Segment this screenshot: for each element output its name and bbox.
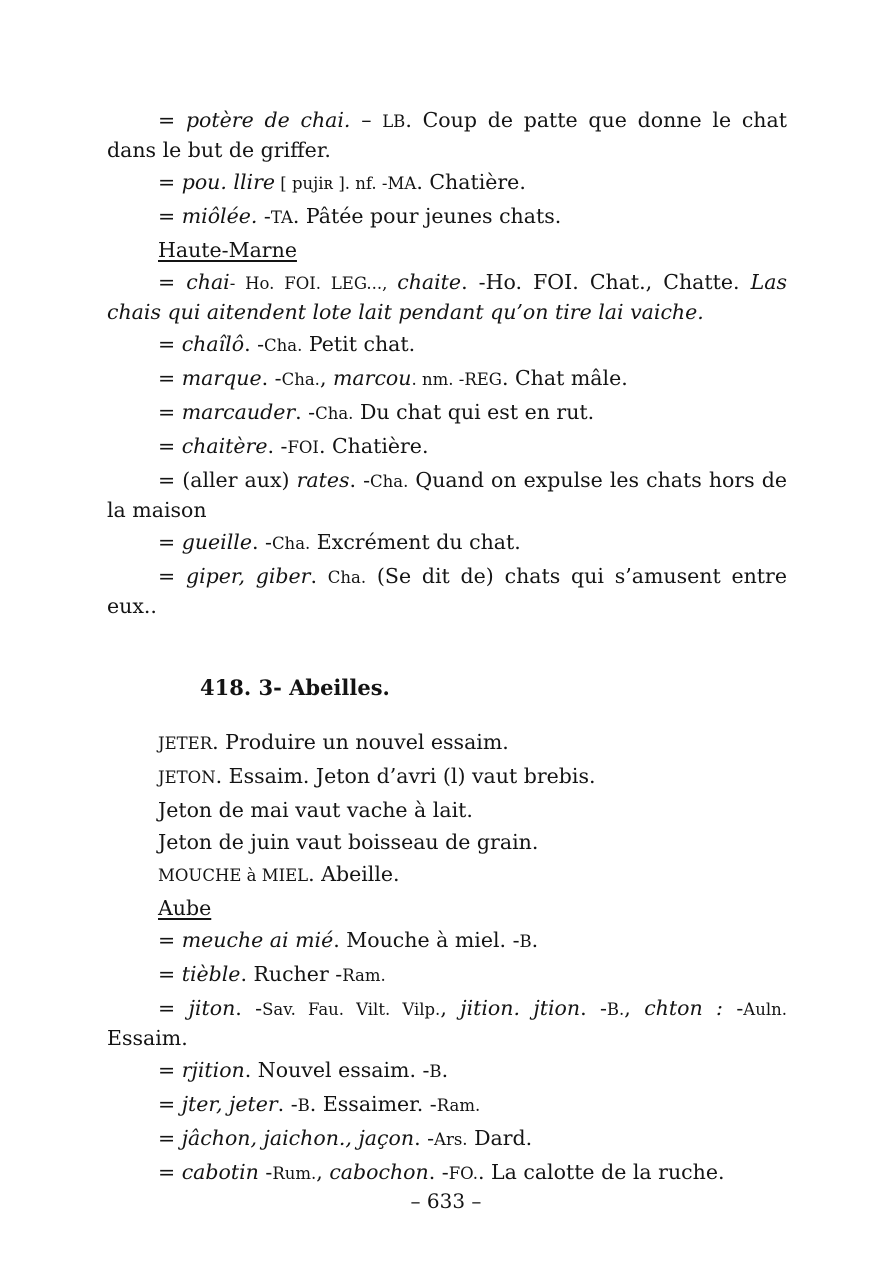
entry-pou-llire: = pou. llire [ pujiʀ ]. nf. -MA. Chatière.	[158, 170, 526, 194]
entry-gueille: = gueille. -Cha. Excrément du chat.	[158, 530, 521, 554]
entry-marque: = marque. -Cha., marcou. nm. -REG. Chat mâle.	[158, 366, 628, 390]
entry-giper: = giper, giber. Cha. (Se dit de) chats qui s’amusent entre eux..	[107, 564, 787, 618]
entry-miolee: = miôlée. -TA. Pâtée pour jeunes chats.	[158, 204, 562, 228]
entry-potere-de-chai: = potère de chai. – LB. Coup de patte que donne le chat dans le but de griffer.	[107, 108, 787, 162]
entry-rjition: = rjition. Nouvel essaim. -B.	[158, 1058, 449, 1082]
entry-jachon: = jâchon, jaichon., jaçon. -Ars. Dard.	[158, 1126, 533, 1150]
entry-chaitere: = chaitère. -FOI. Chatière.	[158, 434, 429, 458]
entry-jeter: JETER. Produire un nouvel essaim.	[158, 730, 509, 754]
entry-chai: = chai- Ho. FOI. LEG..., chaite. -Ho. FOI. Chat., Chatte. Las chais qui aitendent lote lait pendant qu’on tire lai vaiche.	[107, 270, 787, 324]
proverb-line-juin: Jeton de juin vaut boisseau de grain.	[158, 830, 539, 854]
entry-chailo: = chaîlô. -Cha. Petit chat.	[158, 332, 416, 356]
entry-mouche-a-miel: MOUCHE à MIEL. Abeille.	[158, 862, 400, 886]
section-heading: 418. 3- Abeilles.	[200, 675, 390, 700]
heading-spacer	[107, 704, 787, 726]
entry-marcauder: = marcauder. -Cha. Du chat qui est en rut.	[158, 400, 595, 424]
entry-meuche-ai-mie: = meuche ai mié. Mouche à miel. -B.	[158, 928, 539, 952]
entry-rates: = (aller aux) rates. -Cha. Quand on expulse les chats hors de la maison	[107, 468, 787, 522]
region-heading-aube: Aube	[158, 896, 212, 920]
region-heading-haute-marne: Haute-Marne	[158, 238, 297, 262]
entry-jiton: = jiton. -Sav. Fau. Vilt. Vilp., jition. jtion. -B., chton : -Auln. Essaim.	[107, 996, 787, 1050]
page-body	[107, 104, 787, 1190]
section-spacer	[107, 622, 787, 672]
page-number: – 633 –	[410, 1189, 482, 1213]
entry-jeton: JETON. Essaim. Jeton d’avri (l) vaut brebis.	[158, 764, 596, 788]
entry-cabotin: = cabotin -Rum., cabochon. -FO.. La calotte de la ruche.	[158, 1160, 725, 1184]
proverb-line-mai: Jeton de mai vaut vache à lait.	[158, 798, 473, 822]
entry-jter: = jter, jeter. -B. Essaimer. -Ram.	[158, 1092, 481, 1116]
entry-tieble: = tièble. Rucher -Ram.	[158, 962, 386, 986]
